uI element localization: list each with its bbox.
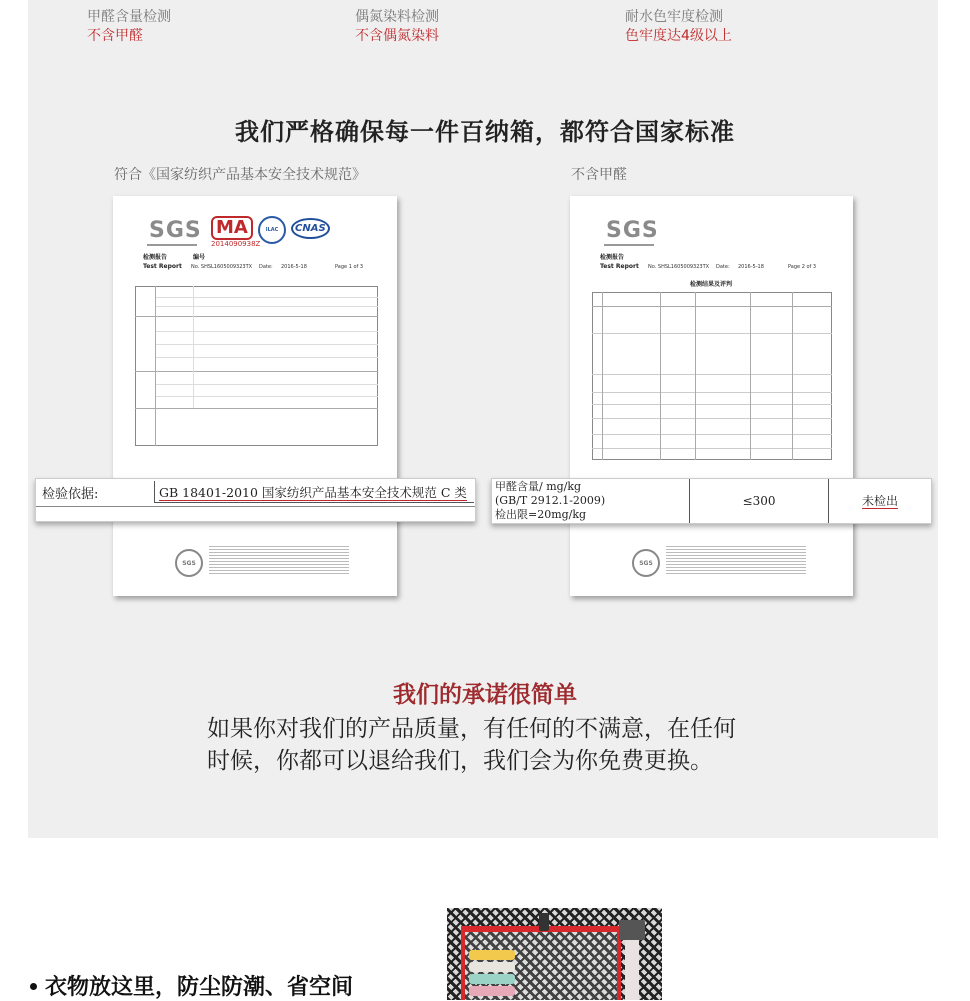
bullet-icon xyxy=(30,983,37,990)
sgs-seal-icon: SGS xyxy=(175,549,203,577)
certificate-left xyxy=(113,196,397,596)
test-item-method: (GB/T 2912.1-2009) xyxy=(495,494,606,507)
report-date: 2016-5-18 xyxy=(281,264,307,270)
report-page: Page 1 of 3 xyxy=(335,264,364,270)
test-item-detection-limit: 检出限=20mg/kg xyxy=(495,508,587,521)
folded-clothes xyxy=(469,974,515,984)
table-divider xyxy=(592,448,832,449)
table-divider xyxy=(592,392,832,393)
zoom-standard-basis xyxy=(35,478,476,522)
report-date: 2016-5-18 xyxy=(738,264,764,270)
result-value: 未检出 xyxy=(861,494,898,508)
basis-value: GB 18401-2010 国家纺织产品基本安全技术规范 C 类 xyxy=(159,485,467,500)
handle-icon xyxy=(539,913,549,931)
table-column xyxy=(750,292,751,460)
label-tag xyxy=(619,920,645,940)
test-item-cell xyxy=(495,480,687,522)
result-cell xyxy=(830,479,930,523)
table-column xyxy=(792,292,793,460)
promise-title: 我们的承诺很简单 xyxy=(393,682,577,708)
form-divider xyxy=(135,408,378,409)
folded-clothes xyxy=(469,950,515,960)
report-title-cn: 检测报告 xyxy=(143,254,168,261)
strip-rule xyxy=(36,506,475,507)
basis-label: 检验依据: xyxy=(42,487,99,502)
inspection-value: 不含偶氮染料 xyxy=(355,28,439,44)
table-column xyxy=(660,292,661,460)
report-number: No. SHSL1605009323TX xyxy=(191,264,253,270)
report-form xyxy=(135,286,378,446)
sgs-logo: SGS xyxy=(149,218,202,243)
inspection-label: 甲醛含量检测 xyxy=(87,9,171,25)
form-row xyxy=(155,396,378,397)
inspection-value: 色牢度达4级以上 xyxy=(625,28,732,44)
form-row xyxy=(155,357,378,358)
promise-text xyxy=(207,713,807,777)
inspection-color-fastness xyxy=(625,8,732,46)
inspection-value: 不含甲醛 xyxy=(87,28,143,44)
form-row xyxy=(155,344,378,345)
inspection-label: 耐水色牢度检测 xyxy=(625,9,723,25)
zoom-formaldehyde-result xyxy=(491,478,932,524)
inspection-formaldehyde xyxy=(87,8,171,46)
table-divider xyxy=(592,306,832,307)
ma-number: 2014090938Z xyxy=(211,240,261,248)
sgs-seal-icon: SGS xyxy=(632,549,660,577)
footer-fine-print xyxy=(666,546,806,576)
table-divider xyxy=(592,418,832,419)
sgs-logo: SGS xyxy=(606,218,659,243)
feature-text: 衣物放这里，防尘防潮、省空间 xyxy=(45,975,354,1000)
promise-line: 如果你对我们的产品质量，有任何的不满意，在任何 xyxy=(207,716,736,742)
form-row xyxy=(155,297,378,298)
report-title-en: Test Report xyxy=(143,263,182,270)
table-divider xyxy=(592,404,832,405)
test-item-name: 甲醛含量/ mg/kg xyxy=(495,480,582,493)
ma-badge: MA xyxy=(211,216,253,240)
form-column xyxy=(193,286,194,408)
inspection-azo-dye xyxy=(355,8,439,46)
table-divider xyxy=(592,374,832,375)
form-divider xyxy=(135,316,378,317)
table-divider xyxy=(592,333,832,334)
folded-cloth-strip xyxy=(625,940,639,1000)
basis-value-cell xyxy=(154,481,474,503)
results-section-title: 检测结果及评判 xyxy=(690,281,733,288)
form-divider xyxy=(135,371,378,372)
limit-value: ≤300 xyxy=(689,479,829,523)
form-column xyxy=(155,286,156,446)
table-column xyxy=(602,292,603,460)
table-divider xyxy=(592,434,832,435)
report-title-en: Test Report xyxy=(600,263,639,270)
logo-rule xyxy=(147,244,197,246)
feature-bullet xyxy=(30,970,353,1001)
report-no-label: 编号 xyxy=(193,254,206,261)
inspection-label: 偶氮染料检测 xyxy=(355,9,439,25)
section-headline: 我们严格确保每一件百纳箱，都符合国家标准 xyxy=(235,118,735,146)
caption-right: 不含甲醛 xyxy=(571,167,627,183)
folded-clothes xyxy=(469,986,515,996)
form-row xyxy=(155,331,378,332)
cnas-logo: CNAS xyxy=(291,218,330,239)
report-number: No. SHSL1605009323TX xyxy=(648,264,710,270)
report-date-label: Date: xyxy=(716,264,730,270)
report-page: Page 2 of 3 xyxy=(788,264,817,270)
form-row xyxy=(155,384,378,385)
report-title-cn: 检测报告 xyxy=(600,254,625,261)
form-row xyxy=(155,306,378,307)
caption-left: 符合《国家纺织产品基本安全技术规范》 xyxy=(114,167,366,183)
ilac-seal-icon: ILAC xyxy=(258,216,286,244)
table-column xyxy=(695,292,696,460)
certificate-right xyxy=(570,196,853,596)
report-date-label: Date: xyxy=(259,264,273,270)
logo-rule xyxy=(604,244,654,246)
promise-line: 时候，你都可以退给我们，我们会为你免费更换。 xyxy=(207,748,713,774)
folded-clothes xyxy=(469,962,515,972)
storage-box-photo xyxy=(447,908,662,1000)
footer-fine-print xyxy=(209,546,349,576)
